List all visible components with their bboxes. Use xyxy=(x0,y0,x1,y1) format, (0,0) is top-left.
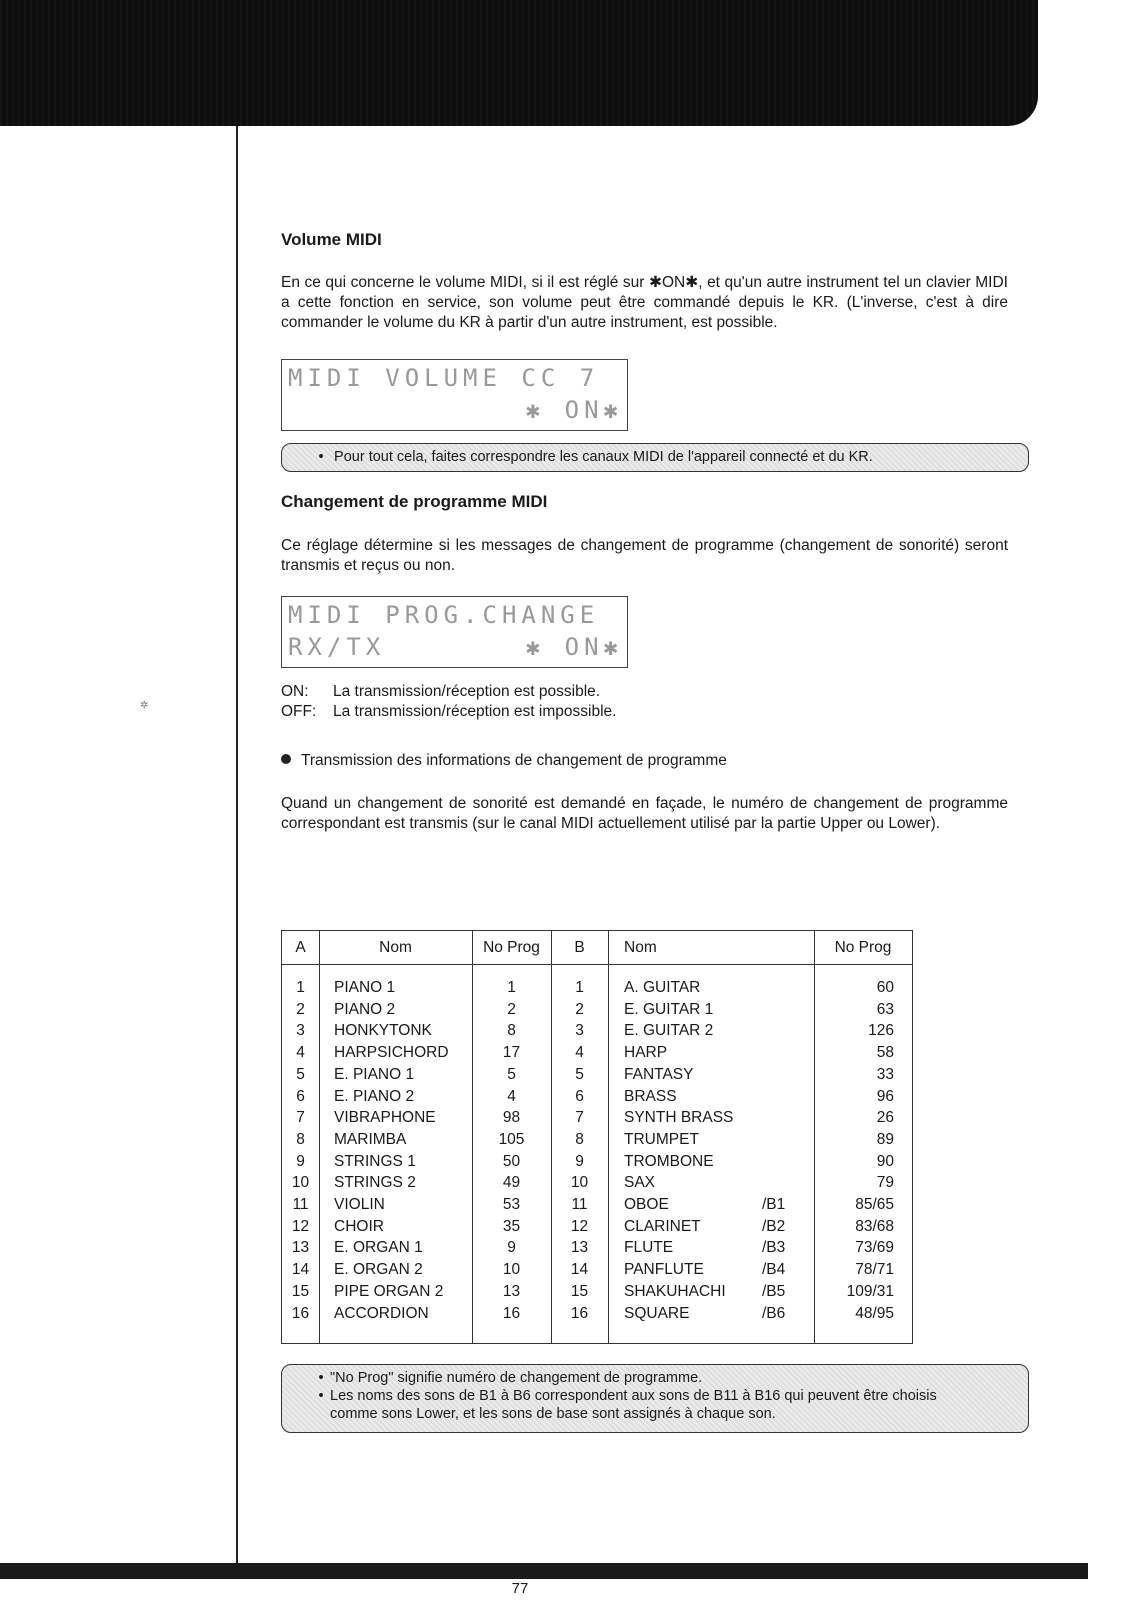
table-cell-name-a: HONKYTONK xyxy=(334,1022,432,1040)
table-cell-prog-a: 16 xyxy=(502,1304,521,1322)
table-cell-prog-b: 73/69 xyxy=(855,1239,894,1257)
table-cell-name-b: E. GUITAR 1 xyxy=(624,1000,714,1018)
bullet-text: Transmission des informations de changement de programme xyxy=(301,752,727,769)
margin-rule xyxy=(236,126,238,1566)
table-cell-suffix-b: /B3 xyxy=(762,1239,786,1257)
table-cell-prog-a: 2 xyxy=(507,1000,516,1018)
table-cell-b: 2 xyxy=(575,1000,584,1018)
program-table xyxy=(281,930,913,1344)
table-cell-prog-a: 98 xyxy=(502,1109,521,1127)
table-cell-prog-a: 10 xyxy=(502,1261,521,1279)
table-cell-name-b: OBOE xyxy=(624,1196,669,1213)
table-cell-prog-a: 49 xyxy=(502,1174,521,1192)
definition-desc: La transmission/réception est impossible. xyxy=(333,703,617,720)
lcd-program-display xyxy=(281,596,628,668)
table-header-b: B xyxy=(574,939,585,956)
table-cell-name-a: PIANO 2 xyxy=(334,1000,396,1018)
table-cell-prog-b: 63 xyxy=(876,1000,894,1018)
footer-band xyxy=(0,1563,1088,1579)
header-band xyxy=(0,0,1038,126)
table-cell-prog-b: 48/95 xyxy=(855,1304,894,1322)
table-cell-name-a: ACCORDION xyxy=(334,1304,429,1322)
table-cell-a: 2 xyxy=(296,1000,305,1018)
table-cell-name-b: SHAKUHACHI xyxy=(624,1282,726,1300)
note-bullet: • xyxy=(318,449,324,465)
table-cell-prog-b: 90 xyxy=(876,1152,894,1170)
table-cell-a: 4 xyxy=(296,1044,305,1062)
table-cell-prog-a: 53 xyxy=(502,1196,521,1213)
table-cell-suffix-b: /B4 xyxy=(762,1261,786,1279)
table-cell-prog-a: 105 xyxy=(498,1130,525,1148)
table-cell-prog-b: 109/31 xyxy=(846,1282,894,1300)
table-cell-name-a: STRINGS 1 xyxy=(334,1152,416,1170)
lcd-volume-display xyxy=(281,359,628,431)
table-cell-b: 12 xyxy=(570,1217,589,1235)
table-cell-a: 13 xyxy=(291,1239,310,1257)
definition-desc: La transmission/réception est possible. xyxy=(333,683,601,700)
table-cell-name-a: CHOIR xyxy=(334,1217,384,1235)
table-cell-name-a: E. ORGAN 1 xyxy=(334,1239,423,1257)
table-header-prog-b: No Prog xyxy=(834,939,892,956)
transmission-paragraph: Quand un changement de sonorité est demandé en façade, le numéro de changement de programme correspondant est transmis (sur le canal MIDI actuellement utilisé par la partie Upper ou Lower). xyxy=(281,795,1008,832)
note-bullet: • xyxy=(318,1370,324,1386)
table-cell-prog-a: 4 xyxy=(507,1087,516,1105)
table-cell-b: 16 xyxy=(570,1304,589,1322)
table-header-name-a: Nom xyxy=(379,939,412,956)
table-cell-b: 7 xyxy=(575,1109,584,1127)
lcd-line-1: MIDI PROG.CHANGE xyxy=(288,601,600,629)
table-cell-prog-a: 17 xyxy=(502,1044,521,1062)
table-cell-name-b: FANTASY xyxy=(624,1065,694,1083)
table-cell-b: 14 xyxy=(570,1261,589,1279)
table-cell-name-b: PANFLUTE xyxy=(624,1261,704,1279)
table-cell-name-b: SYNTH BRASS xyxy=(624,1109,734,1127)
table-cell-name-a: E. PIANO 1 xyxy=(334,1065,415,1083)
table-cell-name-a: PIANO 1 xyxy=(334,979,396,996)
table-cell-prog-b: 79 xyxy=(876,1174,894,1192)
volume-paragraph: En ce qui concerne le volume MIDI, si il est réglé sur ✱ON✱, et qu'un autre instrument tel un clavier MIDI a cette fonction en service, son volume peut être commandé depuis le KR. (L'inverse, c'est à dire commander le volume du KR à partir d'un autre instrument, est possible. xyxy=(281,274,1008,331)
table-cell-a: 11 xyxy=(292,1196,309,1213)
table-cell-b: 15 xyxy=(570,1282,589,1300)
table-cell-name-a: E. ORGAN 2 xyxy=(334,1261,423,1279)
table-cell-a: 3 xyxy=(296,1022,305,1040)
bullet-transmission xyxy=(281,752,727,770)
table-cell-name-a: E. PIANO 2 xyxy=(334,1087,415,1105)
table-cell-a: 10 xyxy=(291,1174,310,1192)
lcd-line-1: MIDI VOLUME CC 7 xyxy=(288,364,600,392)
table-cell-name-a: VIOLIN xyxy=(334,1196,385,1213)
table-cell-name-a: STRINGS 2 xyxy=(334,1174,416,1192)
definition-term: ON: xyxy=(281,683,309,700)
table-cell-name-a: HARPSICHORD xyxy=(334,1044,449,1062)
speck-mark: ✲ xyxy=(140,700,149,711)
table-cell-b: 4 xyxy=(575,1044,584,1062)
definition-off xyxy=(281,702,616,722)
note-channels xyxy=(281,443,1029,472)
lcd-line-2: ✱ ON✱ xyxy=(525,396,623,424)
table-cell-name-b: E. GUITAR 2 xyxy=(624,1022,714,1040)
table-cell-b: 5 xyxy=(575,1065,584,1083)
table-cell-prog-b: 126 xyxy=(868,1022,894,1040)
table-cell-a: 12 xyxy=(291,1217,310,1235)
note-text: Pour tout cela, faites correspondre les canaux MIDI de l'appareil connecté et du KR. xyxy=(334,449,873,465)
table-cell-prog-b: 78/71 xyxy=(855,1261,894,1279)
table-cell-prog-a: 1 xyxy=(507,979,516,996)
table-cell-b: 10 xyxy=(570,1174,589,1192)
definition-on xyxy=(281,682,600,702)
table-cell-a: 15 xyxy=(291,1282,310,1300)
program-change-paragraph: Ce réglage détermine si les messages de changement de programme (changement de sonorité) seront transmis et reçus ou non. xyxy=(281,537,1008,574)
bullet-dot-icon xyxy=(281,754,291,764)
table-cell-b: 6 xyxy=(575,1087,584,1105)
table-cell-name-a: VIBRAPHONE xyxy=(334,1109,436,1127)
table-cell-suffix-b: /B1 xyxy=(762,1196,786,1213)
table-header-prog-a: No Prog xyxy=(483,939,540,956)
table-cell-prog-a: 8 xyxy=(507,1022,516,1040)
table-cell-prog-a: 35 xyxy=(502,1217,521,1235)
table-cell-a: 16 xyxy=(291,1304,310,1322)
definition-term: OFF: xyxy=(281,703,317,720)
table-cell-prog-b: 33 xyxy=(876,1065,894,1083)
table-cell-name-b: SQUARE xyxy=(624,1304,690,1322)
table-cell-b: 13 xyxy=(570,1239,589,1257)
table-cell-name-b: TROMBONE xyxy=(624,1152,714,1170)
table-cell-name-a: PIPE ORGAN 2 xyxy=(334,1282,444,1300)
note-item-1: "No Prog" signifie numéro de changement de programme. xyxy=(330,1370,703,1386)
note-item-2-line-1: Les noms des sons de B1 à B6 correspondent aux sons de B11 à B16 qui peuvent être choisis xyxy=(330,1388,937,1404)
table-cell-prog-b: 26 xyxy=(876,1109,894,1127)
table-cell-a: 5 xyxy=(296,1065,305,1083)
table-cell-a: 6 xyxy=(296,1087,305,1105)
lcd-line-2-right: ✱ ON✱ xyxy=(525,633,623,661)
program-change-heading: Changement de programme MIDI xyxy=(281,492,548,511)
table-cell-prog-b: 85/65 xyxy=(855,1196,894,1213)
table-cell-name-b: FLUTE xyxy=(624,1239,674,1257)
table-cell-prog-b: 89 xyxy=(876,1130,894,1148)
table-cell-b: 9 xyxy=(575,1152,584,1170)
table-cell-prog-a: 13 xyxy=(502,1282,521,1300)
note-item-2-line-2: comme sons Lower, et les sons de base sont assignés à chaque son. xyxy=(330,1406,776,1422)
table-cell-prog-a: 9 xyxy=(507,1239,516,1257)
lcd-line-2-left: RX/TX xyxy=(288,633,386,661)
table-cell-a: 9 xyxy=(296,1152,305,1170)
table-cell-b: 8 xyxy=(575,1130,584,1148)
note-bullet: • xyxy=(318,1388,324,1404)
table-header-a: A xyxy=(295,939,306,956)
table-cell-name-b: A. GUITAR xyxy=(624,979,701,996)
table-cell-name-a: MARIMBA xyxy=(334,1130,407,1148)
table-cell-a: 1 xyxy=(296,979,305,996)
table-cell-suffix-b: /B5 xyxy=(762,1282,786,1300)
table-header-name-b: Nom xyxy=(624,939,657,956)
table-cell-b: 3 xyxy=(575,1022,584,1040)
table-cell-name-b: CLARINET xyxy=(624,1217,701,1235)
table-cell-prog-a: 5 xyxy=(507,1065,516,1083)
table-cell-name-b: HARP xyxy=(624,1044,668,1062)
table-cell-prog-b: 96 xyxy=(876,1087,894,1105)
page-number: 77 xyxy=(511,1580,529,1597)
table-cell-prog-a: 50 xyxy=(502,1152,521,1170)
table-cell-b: 11 xyxy=(571,1196,588,1213)
volume-heading: Volume MIDI xyxy=(281,230,382,249)
table-cell-prog-b: 58 xyxy=(876,1044,894,1062)
table-cell-suffix-b: /B6 xyxy=(762,1304,786,1322)
table-cell-suffix-b: /B2 xyxy=(762,1217,786,1235)
table-cell-b: 1 xyxy=(575,979,584,996)
table-cell-a: 14 xyxy=(291,1261,310,1279)
table-cell-prog-b: 60 xyxy=(876,979,894,996)
table-cell-name-b: SAX xyxy=(624,1174,656,1192)
table-cell-name-b: BRASS xyxy=(624,1087,677,1105)
table-cell-prog-b: 83/68 xyxy=(855,1217,894,1235)
table-cell-a: 7 xyxy=(296,1109,305,1127)
table-cell-a: 8 xyxy=(296,1130,305,1148)
notes-box xyxy=(281,1364,1029,1433)
table-cell-name-b: TRUMPET xyxy=(624,1130,699,1148)
